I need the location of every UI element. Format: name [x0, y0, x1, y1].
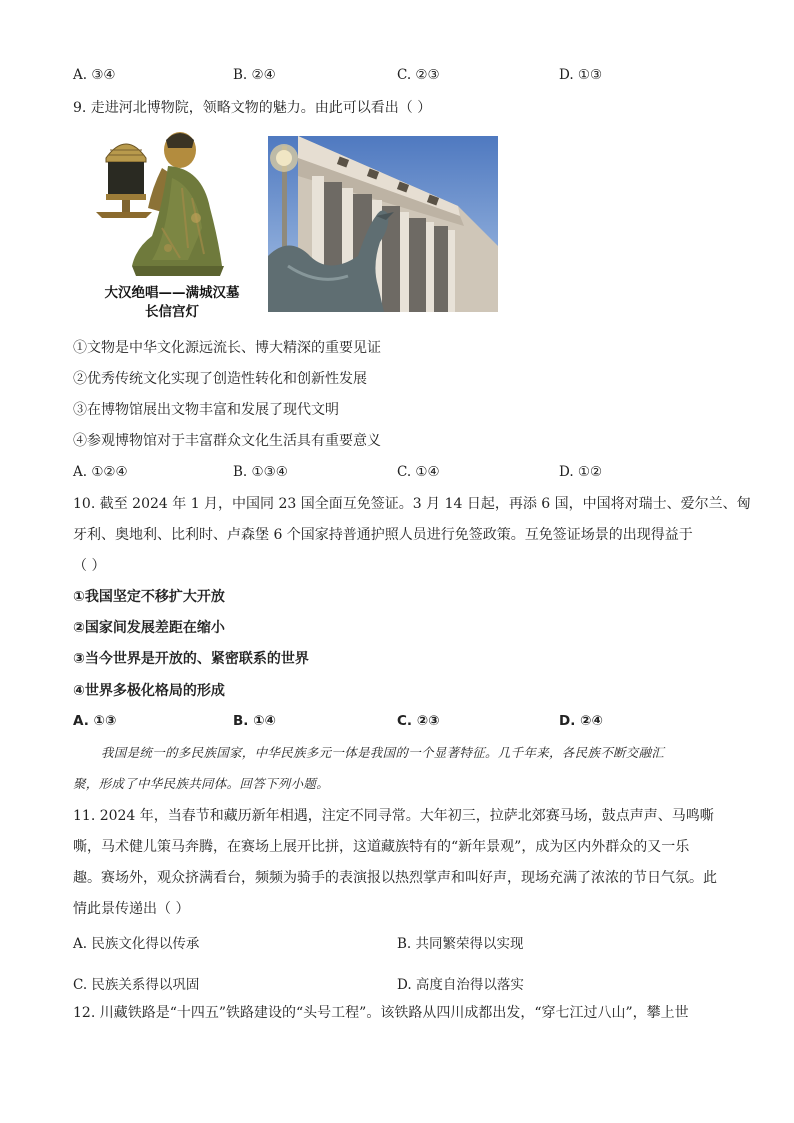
- q10-stem-line3: （ ）: [73, 558, 106, 574]
- option-d[interactable]: D. ②④: [559, 713, 603, 729]
- option-b[interactable]: B. ②④: [233, 67, 276, 83]
- lamp-illustration: [92, 128, 230, 280]
- q11-stem-line2: 嘶，马术健儿策马奔腾，在赛场上展开比拼，这道藏族特有的“新年景观”，成为区内外群众的又一乐: [73, 839, 690, 855]
- q10-options: [73, 713, 723, 731]
- option-b[interactable]: B. ①④: [233, 713, 276, 729]
- q10-statement-1: ①我国坚定不移扩大开放: [73, 589, 225, 605]
- option-c[interactable]: C. ②③: [397, 67, 440, 83]
- option-a[interactable]: A. 民族文化得以传承: [73, 936, 200, 952]
- option-a[interactable]: A. ③④: [73, 67, 116, 83]
- option-b[interactable]: B. ①③④: [233, 464, 288, 480]
- option-a[interactable]: A. ①②④: [73, 464, 128, 480]
- q10-statement-3: ③当今世界是开放的、紧密联系的世界: [73, 651, 309, 667]
- q11-stem-line1: 11. 2024 年，当春节和藏历新年相遇，注定不同寻常。大年初三，拉萨北郊赛马场，鼓点声声、马鸣嘶: [73, 808, 714, 824]
- q10-stem-line1: 10. 截至 2024 年 1 月，中国同 23 国全面互免签证。3 月 14 日起，再添 6 国，中国将对瑞士、爱尔兰、匈: [73, 496, 751, 512]
- hebei-museum-photo: [268, 136, 498, 312]
- option-c[interactable]: C. ①④: [397, 464, 440, 480]
- option-c[interactable]: C. ②③: [397, 713, 440, 729]
- option-a[interactable]: A. ①③: [73, 713, 117, 729]
- q9-stem: 9. 走进河北博物院，领略文物的魅力。由此可以看出（ ）: [73, 100, 432, 116]
- q10-statement-2: ②国家间发展差距在缩小: [73, 620, 225, 636]
- q11-stem-line4: 情此景传递出（ ）: [73, 901, 190, 917]
- q11-options-row1: [73, 932, 723, 950]
- figure-caption-line2: 长信宫灯: [145, 304, 199, 320]
- q9-statement-3: ③在博物馆展出文物丰富和发展了现代文明: [73, 402, 339, 418]
- q9-statement-4: ④参观博物馆对于丰富群众文化生活具有重要意义: [73, 433, 381, 449]
- option-b[interactable]: B. 共同繁荣得以实现: [397, 936, 524, 952]
- option-d[interactable]: D. ①②: [559, 464, 603, 480]
- option-d[interactable]: D. 高度自治得以落实: [397, 977, 524, 993]
- passage-line1: 我国是统一的多民族国家，中华民族多元一体是我国的一个显著特征。几千年来，各民族不断交融汇: [101, 745, 665, 760]
- changxin-palace-lamp-image: [92, 128, 230, 280]
- q10-stem-line2: 牙利、奥地利、比利时、卢森堡 6 个国家持普通护照人员进行免签政策。互免签证场景的出现得益于: [73, 527, 693, 543]
- q9-options: [73, 464, 723, 482]
- q8-options: [73, 67, 723, 85]
- option-d[interactable]: D. ①③: [559, 67, 603, 83]
- q12-stem-line1: 12. 川藏铁路是“十四五”铁路建设的“头号工程”。该铁路从四川成都出发，“穿七江过八山”，攀上世: [73, 1005, 689, 1021]
- q10-statement-4: ④世界多极化格局的形成: [73, 683, 225, 699]
- q9-statement-1: ①文物是中华文化源远流长、博大精深的重要见证: [73, 340, 381, 356]
- q9-statement-2: ②优秀传统文化实现了创造性转化和创新性发展: [73, 371, 367, 387]
- passage-line2: 聚，形成了中华民族共同体。回答下列小题。: [73, 776, 330, 791]
- q11-options-row2: [73, 973, 723, 991]
- q11-stem-line3: 趣。赛场外，观众挤满看台，频频为骑手的表演报以热烈掌声和叫好声，现场充满了浓浓的节日气氛。此: [73, 870, 717, 886]
- figure-caption-line1: 大汉绝唱——满城汉墓: [104, 285, 240, 301]
- museum-illustration: [268, 136, 498, 312]
- option-c[interactable]: C. 民族关系得以巩固: [73, 977, 200, 993]
